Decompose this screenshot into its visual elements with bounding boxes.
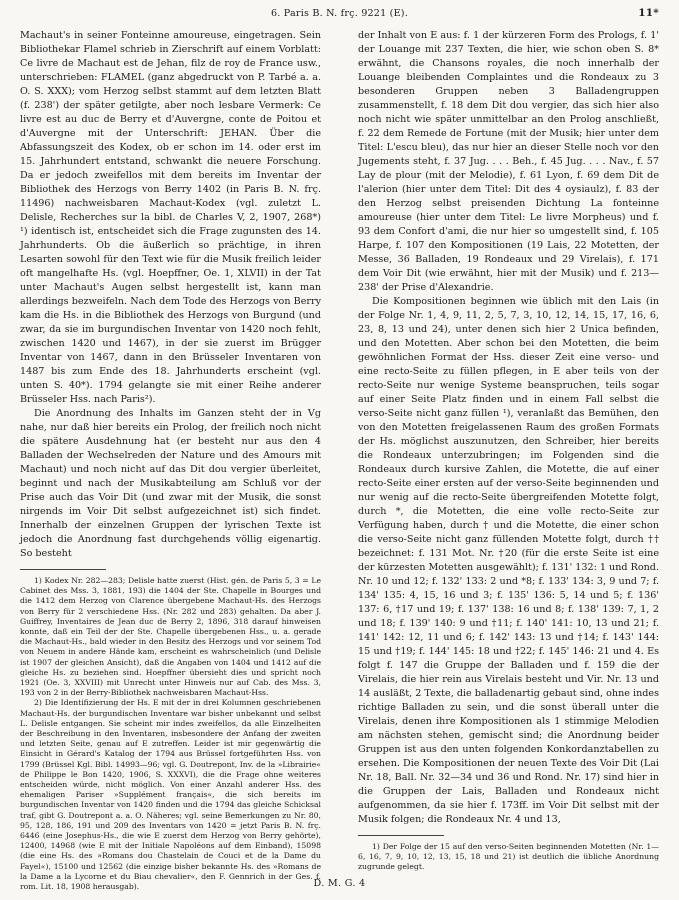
footnote: 1) Kodex Nr. 282—283; Delisle hatte zuerst (Hist. gén. de Paris 5, 3 = Le Cabinet des Mss. 3, 1881, 193) die 1404 der Ste. Chapelle in Bourges und die 1412 dem Herzog von Clarence übergebene Machaut-Hs. des Herzogs von Berry für 2 verschiedene Hss. (Nr. 282 und 283) gehalten. Da aber J. Guiffrey, Inventaires de Jean duc de Berry 2, 1896, 318 darauf hinweisen konnte, daß ein Teil der der Ste. Chapelle übergebenen Hss., u. a. gerade die Machaut-Hs., bald wieder in den Besitz des Herzogs und vor seinem Tod von Neuem in andere Hände kam, erscheint es wahrscheinlich (und Delisle ist 1907 der gleichen Ansicht), daß die Angaben von 1404 und 1412 auf die gleiche Hs. zu beziehen sind. Hoepffner übersieht dies und spricht noch 1921 (Oe. 3, XXVIII) mit Unrecht unter Hinweis nur auf Cab. des Mss. 3, 193 von 2 in der Berry-Bibliothek nachweisbaren Machaut-Hss.: [20, 576, 321, 698]
body-paragraph: Die Anordnung des Inhalts im Ganzen steht der in Vg nahe, nur daß hier bereits ein Prolog, der freilich noch nicht die spätere Ausdehnung hat (er besteht nur aus den 4 Balladen der Wechselreden der Nature und des Amours mit Machaut) und noch nicht auf das Dit dou vergier überleitet, beginnt und nach der Musikabteilung am Schluß vor der Prise auch das Voir Dit (und zwar mit der Musik, die sonst nirgends im Voir Dit selbst aufgezeichnet ist) sich findet. Innerhalb der einzelnen Gruppen der lyrischen Texte ist jedoch die Anordnung fast durchgehends völlig eigenartig. So besteht: [20, 408, 321, 559]
left-column: [20, 29, 321, 892]
footnote-rule: [20, 569, 106, 570]
footnotes: [358, 842, 659, 873]
running-header: [20, 8, 659, 28]
signature-mark: D. M. G. 4: [313, 878, 366, 889]
running-title: 6. Paris B. N. frç. 9221 (E).: [270, 8, 408, 19]
body-paragraph: Machaut's in seiner Fonteinne amoureuse, eingetragen. Sein Bibliothekar Flamel schrieb in Zierschrift auf einem Vorblatt: Ce livre de Machaut est de Jehan, filz de roy de France usw., unterschrieben: FLAMEL (ganz abgedruckt von P. Tarbé a. a. O. S. XXX); vom Herzog selbst stammt auf dem letzten Blatt (f. 238') der später getilgte, aber noch lesbare Vermerk: Ce livre est au duc de Berry et d'Auvergne, conte de Poitou et d'Auvergne mit der Unterschrift: JEHAN. Über die Abfassungszeit des Kodex, ob er schon im 14. oder erst im 15. Jahrhundert entstand, schwankt die neuere Forschung. Da er jedoch zweifellos mit dem bereits im Inventar der Bibliothek des Herzogs von Berry 1402 (in Paris B. N. frç. 11496) nachweisbaren Machaut-Kodex (vgl. zuletzt L. Delisle, Recherches sur la bibl. de Charles V, 2, 1907, 268*) ¹) identisch ist, entscheidet sich die Frage zugunsten des 14. Jahrhunderts. Ob die äußerlich so prächtige, in ihren Lesarten sowohl für den Text wie für die Musik freilich leider oft mangelhafte Hs. (vgl. Hoepffner, Oe. 1, XLVII) in der Tat unter Machaut's Augen selbst hergestellt ist, kann man allerdings bezweifeln. Nach dem Tode des Herzogs von Berry kam die Hs. in die Bibliothek des Herzogs von Burgund (und zwar, da sie im burgundischen Inventar von 1420 noch fehlt, zwischen 1420 und 1467), in der sie zuerst im Brügger Inventar von 1467, dann in den Brüsseler Inventaren von 1487 bis zum Ende des 18. Jahrhunderts erscheint (vgl. unten S. 40*). 1794 gelangte sie mit einer Reihe anderer Brüsseler Hss. nach Paris²).: [20, 30, 321, 405]
footnote: 1) Der Folge der 15 auf den verso-Seiten beginnenden Motetten (Nr. 1—6, 16, 7, 9, 10, 12, 13, 15, 18 und 21) ist deutlich die übliche Anordnung zugrunde gelegt.: [358, 842, 659, 872]
footnote: 2) Die Identifizierung der Hs. E mit der in drei Kolumnen geschriebenen Machaut-Hs. der burgundischen Inventare war bisher unbekannt und selbst L. Delisle entgangen. Sie scheint mir indes zweifellos, da alle Einzelheiten der Beschreibung in den Inventaren, insbesondere der Anfang der zweiten und letzten Seite, genau auf E zutreffen. Leider ist mir gegenwärtig die Einsicht in Gérard's Katalog der 1794 aus Brüssel fortgeführten Hss. von 1799 (Brüssel Kgl. Bibl. 14993—96; vgl. G. Doutrepont, Inv. de la »Librairie« de Philippe le Bon 1420, 1906, S. XXXVI), die die Frage ohne weiteres entscheiden würde, nicht möglich. Von einer Anzahl anderer Hss. des ehemaligen Pariser »Supplément français«, die sich bereits im burgundischen Inventar von 1420 finden und die 1794 das gleiche Schicksal traf, gibt G. Doutrepont a. a. O. Näheres; vgl. seine Bemerkungen zu Nr. 80, 95, 128, 186, 191 und 209 des Inventars von 1420 = jetzt Paris B. N. frç. 6446 (eine Josephus-Hs., die wie E zuerst dem Herzog von Berry gehörte), 12400, 14968 (wie E mit der Initiale Napoléons auf dem Einband), 15098 (die eine Hs. des »Romans dou Chastelain de Couci et de la Dame du Fayel«), 15100 und 12562 (die einzige bisher bekannte Hs. des »Romans de la Dame a la Lycorne et du Biau chevalier«, den F. Gennrich in der Ges. f. rom. Lit. 18, 1908 herausgab).: [20, 698, 321, 892]
body-paragraph: der Inhalt von E aus: f. 1 der kürzeren Form des Prologs, f. 1' der Louange mit 237 Texten, die hier, wie schon oben S. 8* erwähnt, die Chansons royales, die noch innerhalb der Louange bleibenden Complaintes und die Rondeaux zu 3 besonderen Gruppen neben 3 Balladengruppen zusammenstellt, f. 18 dem Dit dou vergier, das sich hier also noch nicht wie später unmittelbar an den Prolog anschließt, f. 22 dem Remede de Fortune (mit der Musik; hier unter dem Titel: L'escu bleu), das nur hier an dieser Stelle noch vor den Jugements steht, f. 37 Jug. . . . Beh., f. 45 Jug. . . . Nav., f. 57 Lay de plour (mit der Melodie), f. 61 Lyon, f. 69 dem Dit de l'alerion (hier unter dem Titel: Dit des 4 oysiaulz), f. 83 der den Herzog selbst preisenden Dichtung La fonteinne amoureuse (hier unter dem Titel: Le livre Morpheus) und f. 93 dem Confort d'ami, die nur hier so umgestellt sind, f. 105 Harpe, f. 107 den Kompositionen (19 Lais, 22 Motetten, der Messe, 36 Balladen, 19 Rondeaux und 29 Virelais), f. 171 dem Voir Dit (wie erwähnt, hier mit der Musik) und f. 213—238' der Prise d'Alexandrie.: [358, 30, 659, 293]
footnotes: [20, 576, 321, 892]
body-paragraph: Die Kompositionen beginnen wie üblich mit den Lais (in der Folge Nr. 1, 4, 9, 11, 2, 5, 7, 3, 10, 12, 14, 15, 17, 16, 6, 23, 8, 13 und 24), unter denen sich hier 2 Unica befinden, und den Motetten. Aber schon bei den Motetten, die beim gewöhnlichen Format der Hss. dieser Zeit eine verso- und eine recto-Seite zu füllen pflegen, in E aber teils von der recto-Seite nur wenige Systeme beanspruchen, teils sogar auf einer Seite Platz finden und in einem Fall selbst die verso-Seite nicht ganz füllen ¹), veranlaßt das Bemühen, den von den Motetten freigelassenen Raum des großen Formats der Hs. möglichst auszunutzen, den Schreiber, hier bereits die Rondeaux unterzubringen; im Folgenden sind die Rondeaux durch kursive Zahlen, die Motette, die auf einer recto-Seite einer ersten auf der verso-Seite beginnenden und nur wenig auf die recto-Seite übergreifenden Motette folgt, durch *, die Motetten, die eine volle recto-Seite zur Verfügung haben, durch † und die Motette, die einer schon die verso-Seite nicht ganz füllenden Motette folgt, durch †† bezeichnet: f. 131 Mot. Nr. †20 (für die erste Seite ist eine der kürzesten Motetten ausgewählt); f. 131' 132: 1 und Rond. Nr. 10 und 12; f. 132' 133: 2 und *8; f. 133' 134: 3, 9 und 7; f. 134' 135: 4, 15, 16 und 3; f. 135' 136: 5, 14 und 5; f. 136' 137: 6, †17 und 19; f. 137' 138: 16 und 8; f. 138' 139: 7, 1, 2 und 18; f. 139' 140: 9 und †11; f. 140' 141: 10, 13 und 21; f. 141' 142: 12, 11 und 6; f. 142' 143: 13 und †14; f. 143' 144: 15 und †19; f. 144' 145: 18 und †22; f. 145' 146: 21 und 4. Es folgt f. 147 die Gruppe der Balladen und f. 159 die der Virelais, die hier rein aus Virelais besteht und Vir. Nr. 13 und 14 ausläßt, 2 Texte, die balladenartig gebaut sind, ohne indes richtige Balladen zu sein, und die sonst überall unter die Virelais, denen ihre Kompositionen als 1 stimmige Melodien am nächsten stehen, gemischt sind; die Anordnung beider Gruppen ist aus den unten folgenden Konkordanztabellen zu ersehen. Die Kompositionen der neuen Texte des Voir Dit (Lai Nr. 18, Ball. Nr. 32—34 und 36 und Rond. Nr. 17) sind hier in die Gruppen der Lais, Balladen und Rondeaux nicht aufgenommen, da sie hier f. 173ff. im Voir Dit selbst mit der Musik folgen; die Rondeaux Nr. 4 und 13,: [358, 296, 659, 825]
page-number: 11*: [638, 7, 659, 19]
right-column: [358, 29, 659, 873]
footnote-rule: [358, 835, 444, 836]
